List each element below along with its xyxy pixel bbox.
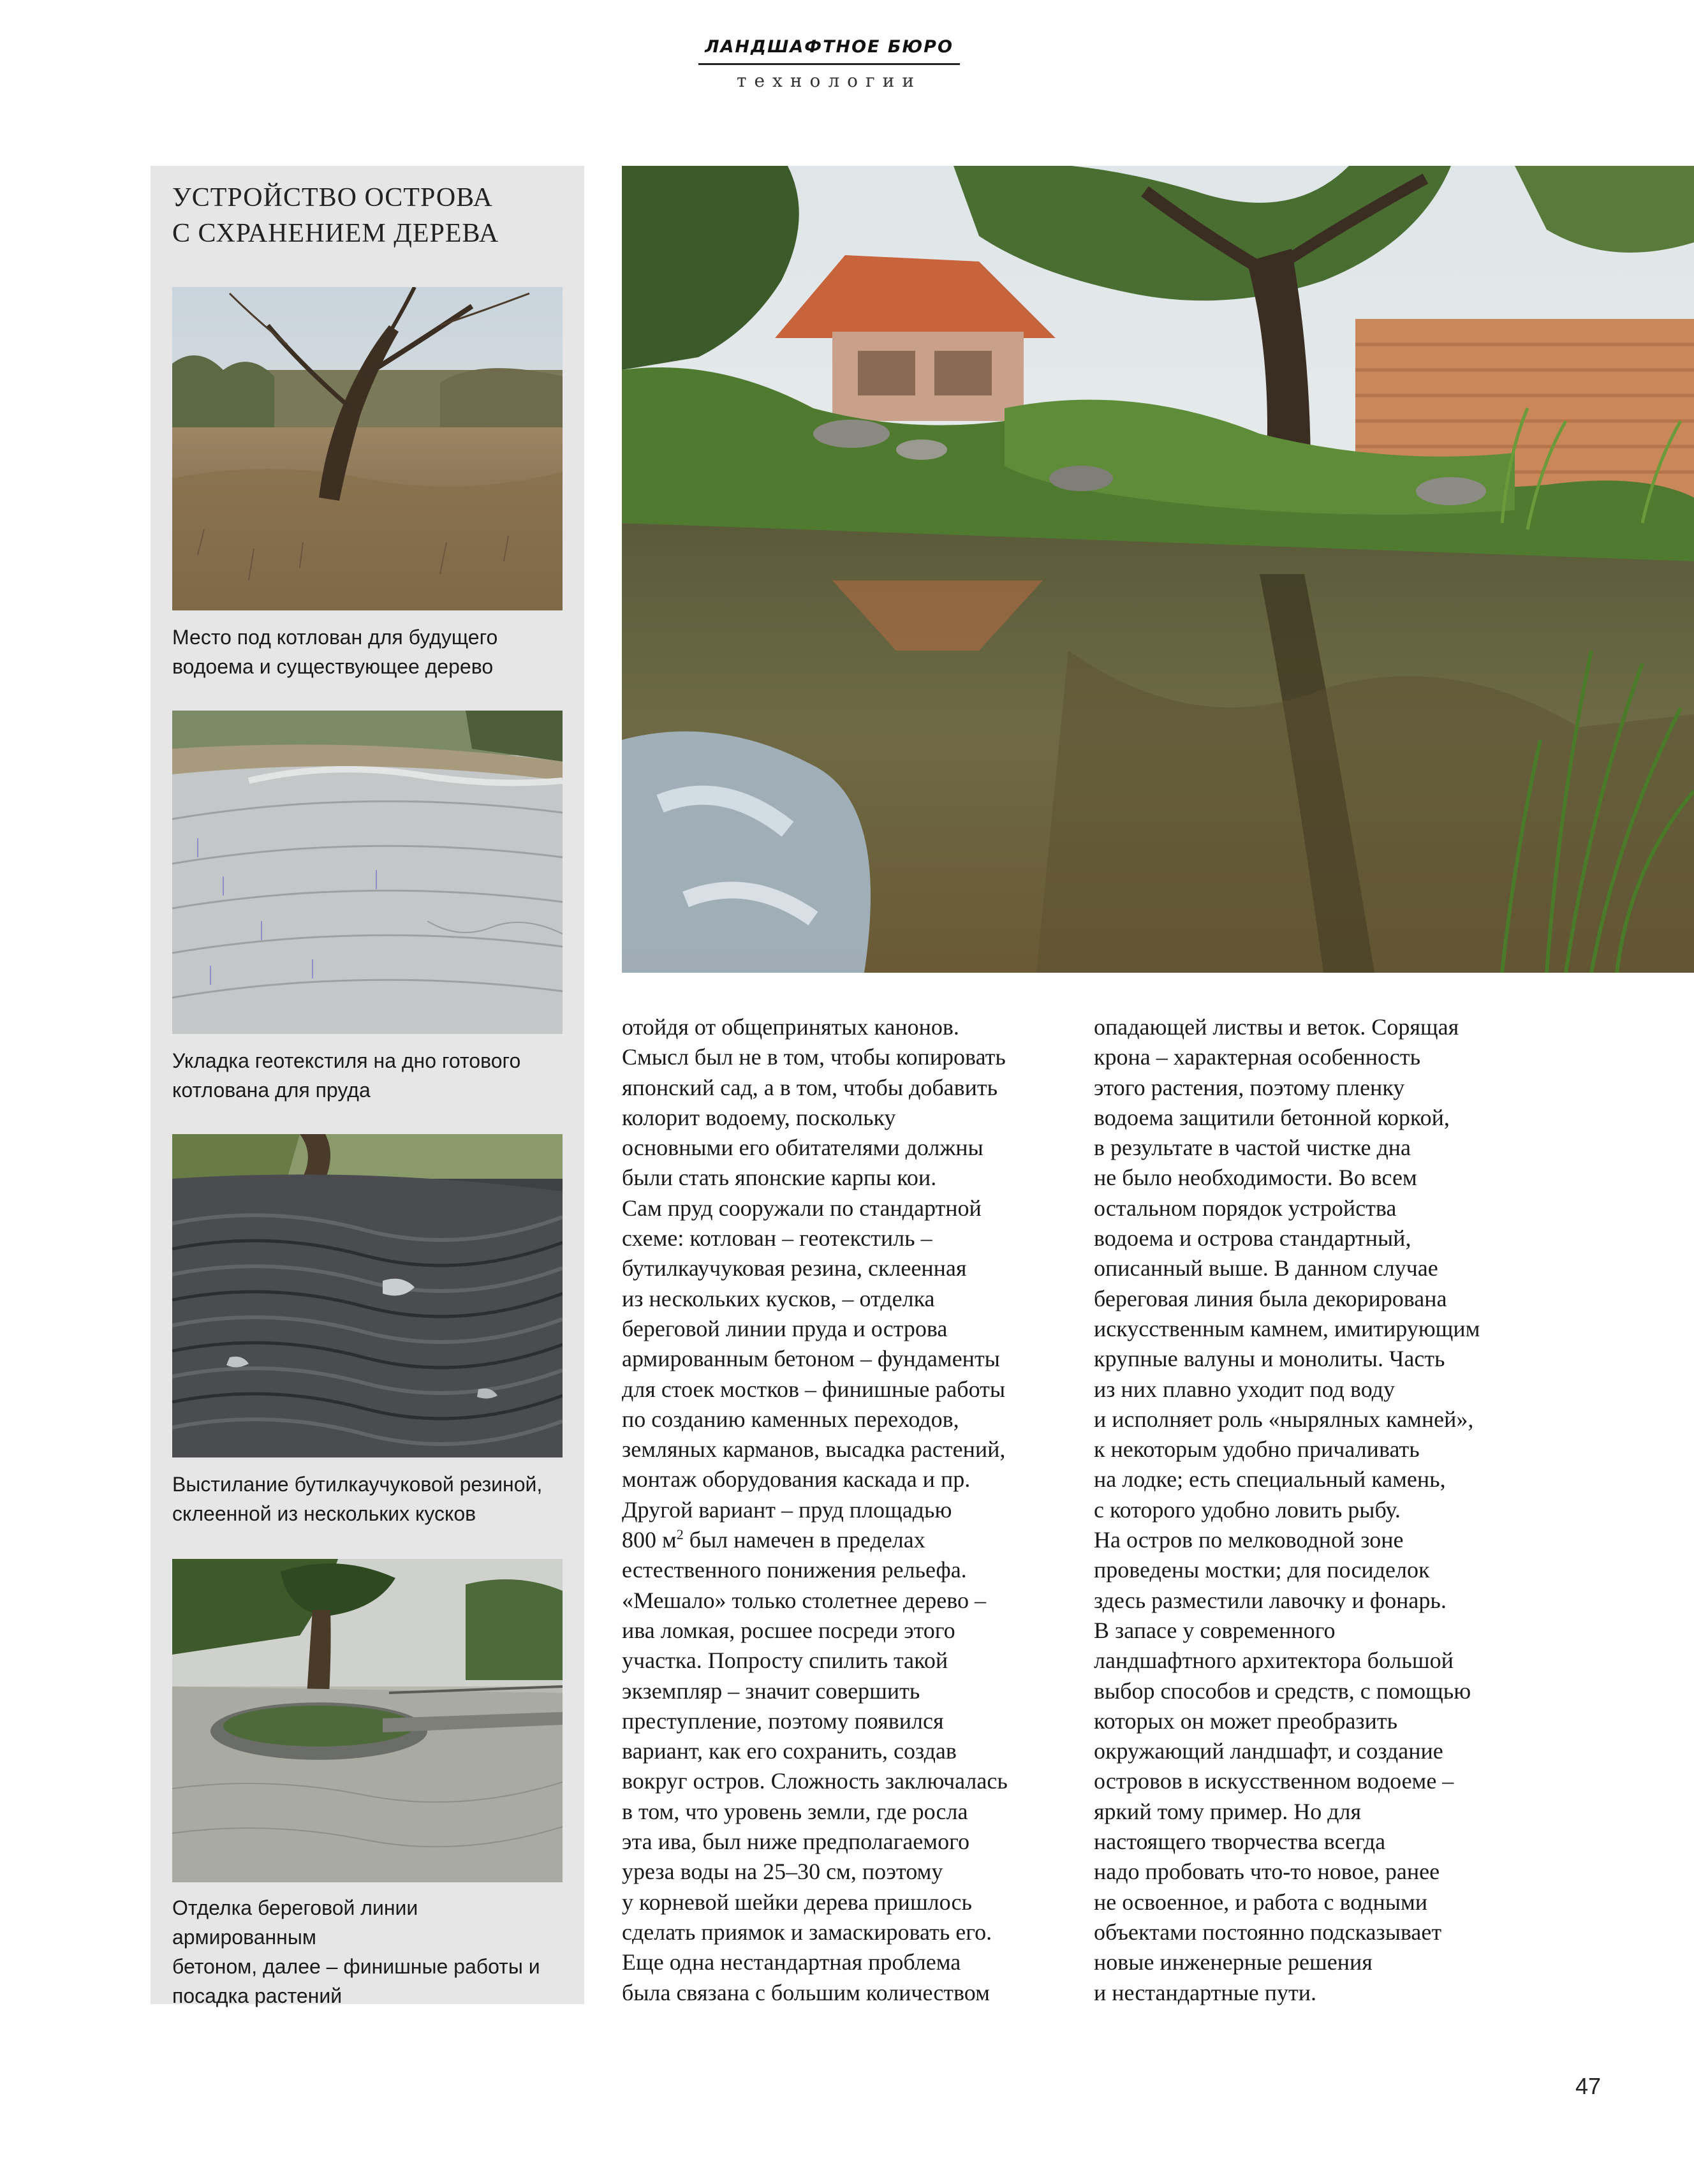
text-line: этого растения, поэтому пленку <box>1094 1074 1405 1100</box>
text-line: преступление, поэтому появился <box>622 1708 944 1734</box>
caption-line: Выстилание бутилкаучуковой резиной, <box>172 1473 543 1496</box>
text-line: яркий тому пример. Но для <box>1094 1798 1362 1824</box>
text-line: окружающий ландшафт, и создание <box>1094 1738 1443 1764</box>
text-line: экземпляр – значит совершить <box>622 1678 920 1704</box>
text-line: Смысл был не в том, чтобы копировать <box>622 1044 1006 1070</box>
text-line: Сам пруд сооружали по стандартной <box>622 1195 982 1221</box>
magazine-section-title: ЛАНДШАФТНОЕ БЮРО <box>698 37 960 65</box>
text-line: искусственным камнем, имитирующим <box>1094 1315 1480 1341</box>
text-line: остальном порядок устройства <box>1094 1195 1397 1221</box>
text-line: береговой линии пруда и острова <box>622 1315 948 1341</box>
text-line: надо пробовать что-то новое, ранее <box>1094 1859 1440 1885</box>
text-line: была связана с большим количеством <box>622 1979 990 2005</box>
text-line: Еще одна нестандартная проблема <box>622 1949 961 1975</box>
page-number: 47 <box>1575 2073 1602 2099</box>
text-line: схеме: котлован – геотекстиль – <box>622 1225 932 1251</box>
sidebar-title-line2: С СХРАНЕНИЕМ ДЕРЕВА <box>172 219 499 248</box>
text-line: армированным бетоном – фундаменты <box>622 1346 1000 1372</box>
section-subtitle: технологии <box>736 70 922 91</box>
text-line: На остров по мелководной зоне <box>1094 1527 1404 1553</box>
text-line: выбор способов и средств, с помощью <box>1094 1678 1471 1704</box>
text-line: к некоторым удобно причаливать <box>1094 1436 1420 1463</box>
caption-concrete <box>172 1893 555 2011</box>
text-line: с которого удобно ловить рыбу. <box>1094 1496 1401 1523</box>
text-line: В запасе у современного <box>1094 1617 1336 1643</box>
hero-photo-pond <box>622 166 1694 973</box>
text-line-area <box>622 1525 1068 1555</box>
caption-line: склеенной из нескольких кусков <box>172 1502 476 1525</box>
text-line: ландшафтного архитектора большой <box>1094 1648 1454 1674</box>
text-line: вокруг остров. Сложность заключалась <box>622 1768 1008 1794</box>
photo-site-with-tree <box>172 287 563 610</box>
area-value: 800 м <box>622 1527 677 1553</box>
text-line: на лодке; есть специальный камень, <box>1094 1466 1446 1493</box>
text-line: у корневой шейки дерева пришлось <box>622 1889 972 1915</box>
text-line: эта ива, был ниже предполагаемого <box>622 1829 969 1855</box>
text-line: в результате в частой чистке дна <box>1094 1135 1411 1161</box>
article-column-2 <box>1094 1012 1540 2008</box>
text-line: для стоек мостков – финишные работы <box>622 1376 1006 1402</box>
caption-line: Отделка береговой линии армированным <box>172 1896 418 1949</box>
text-line: монтаж оборудования каскада и пр. <box>622 1466 971 1493</box>
text-line: отойдя от общепринятых канонов. <box>622 1014 959 1040</box>
text-line: основными его обитателями должны <box>622 1135 983 1161</box>
text-line: участка. Попросту спилить такой <box>622 1648 948 1674</box>
photo-butyl-rubber <box>172 1134 563 1457</box>
caption-site <box>172 623 555 681</box>
caption-geotextile <box>172 1046 555 1105</box>
text-line: береговая линия была декорирована <box>1094 1285 1447 1311</box>
text-line: были стать японские карпы кои. <box>622 1165 937 1191</box>
text-line: японский сад, а в том, чтобы добавить <box>622 1074 998 1100</box>
text-line: из них плавно уходит под воду <box>1094 1376 1395 1402</box>
text-line: которых он может преобразить <box>1094 1708 1398 1734</box>
caption-butyl <box>172 1470 555 1528</box>
text-line: и исполняет роль «нырялных камней», <box>1094 1406 1474 1432</box>
text-line: уреза воды на 25–30 см, поэтому <box>622 1859 943 1885</box>
text-line: не было необходимости. Во всем <box>1094 1165 1417 1191</box>
text-line: естественного понижения рельефа. <box>622 1557 967 1583</box>
area-rest: был намечен в пределах <box>683 1527 925 1553</box>
sidebar-panel <box>151 166 584 2007</box>
text-line: вариант, как его сохранить, создав <box>622 1738 957 1764</box>
photo-geotextile <box>172 711 563 1034</box>
caption-line: Укладка геотекстиля на дно готового <box>172 1049 521 1072</box>
text-line: «Мешало» только столетнее дерево – <box>622 1587 987 1613</box>
text-line: и нестандартные пути. <box>1094 1979 1317 2005</box>
area-superscript: 2 <box>676 1526 684 1543</box>
text-line: Другой вариант – пруд площадью <box>622 1496 952 1523</box>
text-line: не освоенное, и работа с водными <box>1094 1889 1427 1915</box>
article-column-1 <box>622 1012 1068 2008</box>
text-line: из нескольких кусков, – отделка <box>622 1285 935 1311</box>
text-line: сделать приямок и замаскировать его. <box>622 1919 992 1945</box>
sidebar-title <box>172 180 568 251</box>
text-line: объектами постоянно подсказывает <box>1094 1919 1442 1945</box>
caption-line: бетоном, далее – финишные работы и <box>172 1955 540 1978</box>
caption-line: посадка растений <box>172 1984 342 2007</box>
text-line: здесь разместили лавочку и фонарь. <box>1094 1587 1447 1613</box>
text-line: проведены мостки; для посиделок <box>1094 1557 1430 1583</box>
text-line: новые инженерные решения <box>1094 1949 1373 1975</box>
caption-line: водоема и существующее дерево <box>172 655 494 678</box>
text-line: опадающей листвы и веток. Сорящая <box>1094 1014 1459 1040</box>
text-line: крона – характерная особенность <box>1094 1044 1420 1070</box>
text-line: бутилкаучуковая резина, склеенная <box>622 1255 967 1281</box>
text-line: описанный выше. В данном случае <box>1094 1255 1438 1281</box>
text-line: крупные валуны и монолиты. Часть <box>1094 1346 1445 1372</box>
text-line: в том, что уровень земли, где росла <box>622 1798 968 1824</box>
text-line: ива ломкая, росшее посреди этого <box>622 1617 955 1643</box>
running-header <box>698 37 960 91</box>
text-line: водоема и острова стандартный, <box>1094 1225 1411 1251</box>
text-line: земляных карманов, высадка растений, <box>622 1436 1006 1463</box>
caption-line: Место под котлован для будущего <box>172 626 498 649</box>
photo-concrete-shore <box>172 1559 563 1882</box>
text-line: по созданию каменных переходов, <box>622 1406 959 1432</box>
text-line: колорит водоему, поскольку <box>622 1104 896 1130</box>
caption-line: котлована для пруда <box>172 1079 371 1102</box>
sidebar-title-line1: УСТРОЙСТВО ОСТРОВА <box>172 183 493 212</box>
text-line: водоема защитили бетонной коркой, <box>1094 1104 1450 1130</box>
text-line: настоящего творчества всегда <box>1094 1829 1386 1855</box>
text-line: островов в искусственном водоеме – <box>1094 1768 1454 1794</box>
